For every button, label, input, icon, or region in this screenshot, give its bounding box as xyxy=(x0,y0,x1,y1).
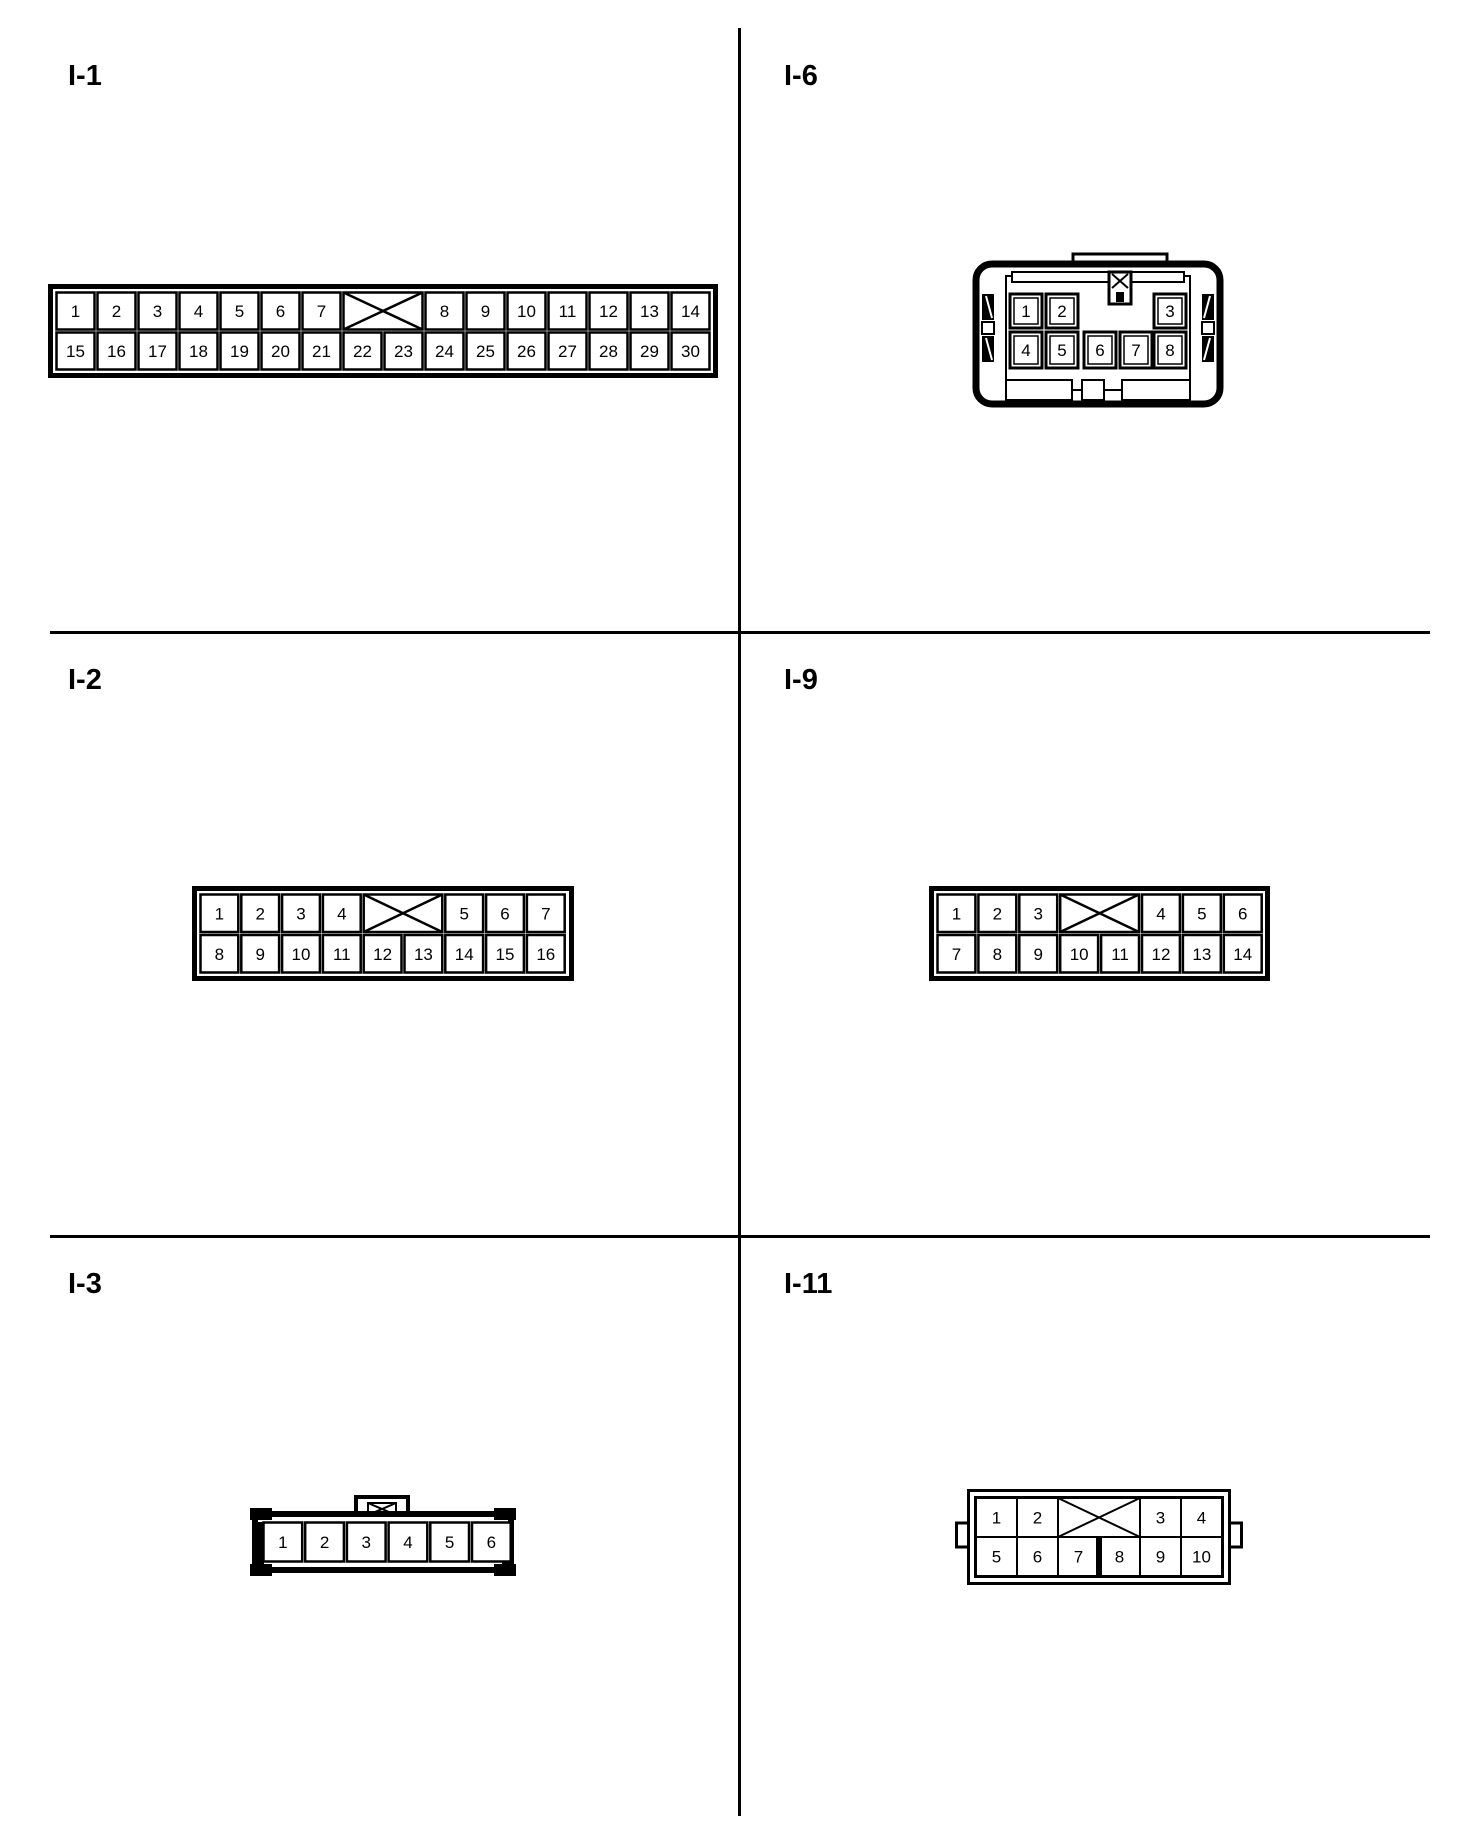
pin-number: 5 xyxy=(1057,341,1067,360)
pin-number: 3 xyxy=(296,904,306,924)
pin-number: 5 xyxy=(444,1533,455,1552)
pin-number: 22 xyxy=(353,342,372,361)
pin-number: 11 xyxy=(1111,944,1129,964)
pin-number: 2 xyxy=(111,302,122,321)
pin-number: 10 xyxy=(1069,944,1089,964)
connector-i2-diagram xyxy=(192,886,574,981)
pin-number: 1 xyxy=(214,904,225,924)
pin-number: 10 xyxy=(517,302,536,321)
pin-number: 6 xyxy=(500,904,510,924)
connector-i1-diagram xyxy=(48,284,718,378)
pin-number: 4 xyxy=(403,1533,413,1552)
pin-number: 6 xyxy=(486,1533,497,1552)
pin-number: 5 xyxy=(234,302,245,321)
pin-number: 1 xyxy=(278,1533,288,1552)
pin-number: 11 xyxy=(558,302,577,321)
pin-number: 11 xyxy=(332,944,351,964)
pin-number: 16 xyxy=(107,342,126,361)
pin-number: 30 xyxy=(681,342,700,361)
pin-number: 6 xyxy=(1032,1547,1043,1567)
horizontal-divider-bottom xyxy=(50,1235,1430,1238)
horizontal-divider-top xyxy=(50,631,1430,634)
pin-number: 8 xyxy=(1114,1547,1125,1567)
pin-number: 27 xyxy=(558,342,577,361)
pin-number: 9 xyxy=(1155,1547,1166,1567)
pin-number: 7 xyxy=(541,904,551,924)
pin-number: 29 xyxy=(640,342,659,361)
pin-number: 5 xyxy=(459,904,469,924)
pin-number: 7 xyxy=(316,302,327,321)
pin-number: 1 xyxy=(1021,302,1031,321)
pin-number: 6 xyxy=(1238,904,1248,924)
pin-number: 1 xyxy=(991,1508,1002,1528)
pin-number: 2 xyxy=(255,904,265,924)
pin-number: 13 xyxy=(413,944,433,964)
pin-number: 9 xyxy=(1033,944,1043,964)
pin-number: 7 xyxy=(1131,341,1141,360)
pin-number: 26 xyxy=(517,342,536,361)
pin-number: 3 xyxy=(1033,904,1043,924)
pin-number: 25 xyxy=(476,342,495,361)
panel-title-i1: I-1 xyxy=(68,60,102,92)
pin-number: 8 xyxy=(992,944,1003,964)
pin-number: 15 xyxy=(495,944,515,964)
pin-number: 20 xyxy=(271,342,290,361)
connector-i9-diagram xyxy=(929,886,1270,981)
pin-number: 2 xyxy=(1032,1508,1043,1528)
panel-title-i9: I-9 xyxy=(784,664,818,696)
pin-number: 14 xyxy=(681,302,700,321)
pin-number: 5 xyxy=(1197,904,1207,924)
pin-number: 2 xyxy=(319,1533,330,1552)
pin-number: 19 xyxy=(230,342,249,361)
pin-number: 21 xyxy=(312,342,331,361)
pin-number: 14 xyxy=(454,944,474,964)
pin-number: 2 xyxy=(992,904,1003,924)
pin-number: 8 xyxy=(214,944,225,964)
connector-i11-diagram xyxy=(955,1489,1243,1585)
pin-number: 15 xyxy=(66,342,85,361)
panel-title-i11: I-11 xyxy=(784,1268,833,1300)
pin-number: 5 xyxy=(991,1547,1002,1567)
pin-number: 8 xyxy=(1165,341,1175,360)
panel-title-i3: I-3 xyxy=(68,1268,102,1300)
pin-number: 12 xyxy=(1151,944,1171,964)
pin-number: 14 xyxy=(1233,944,1253,964)
pin-number: 1 xyxy=(951,904,962,924)
key-wall xyxy=(1096,1538,1102,1576)
pin-number: 4 xyxy=(1156,904,1166,924)
panel-title-i6: I-6 xyxy=(784,60,818,92)
pin-number: 10 xyxy=(1192,1547,1211,1567)
pin-number: 12 xyxy=(373,944,393,964)
pin-number: 6 xyxy=(275,302,286,321)
pin-number: 3 xyxy=(361,1533,371,1552)
pin-number: 3 xyxy=(1165,302,1175,321)
pin-number: 1 xyxy=(70,302,81,321)
pin-number: 24 xyxy=(435,342,454,361)
pin-number: 7 xyxy=(951,944,962,964)
pin-number: 23 xyxy=(394,342,413,361)
connector-i3-diagram xyxy=(250,1494,516,1576)
pin-number: 4 xyxy=(1196,1508,1207,1528)
pin-number: 4 xyxy=(337,904,347,924)
pin-number: 4 xyxy=(1021,341,1031,360)
pin-number: 8 xyxy=(439,302,450,321)
connector-i6-diagram xyxy=(972,252,1224,408)
pin-number: 16 xyxy=(536,944,556,964)
pin-number: 3 xyxy=(1155,1508,1166,1528)
pin-number: 10 xyxy=(291,944,311,964)
pin-number: 9 xyxy=(480,302,491,321)
pin-number: 7 xyxy=(1073,1547,1084,1567)
pin-number: 12 xyxy=(599,302,618,321)
pin-number: 9 xyxy=(255,944,265,964)
pin-number: 4 xyxy=(193,302,204,321)
pin-number: 28 xyxy=(599,342,618,361)
pin-number: 17 xyxy=(148,342,167,361)
pin-number: 18 xyxy=(189,342,208,361)
panel-title-i2: I-2 xyxy=(68,664,102,696)
vertical-divider xyxy=(738,28,741,1816)
pin-number: 6 xyxy=(1095,341,1105,360)
pin-number: 13 xyxy=(640,302,659,321)
pin-number: 13 xyxy=(1192,944,1212,964)
pin-number: 2 xyxy=(1057,302,1067,321)
pin-number: 3 xyxy=(152,302,163,321)
